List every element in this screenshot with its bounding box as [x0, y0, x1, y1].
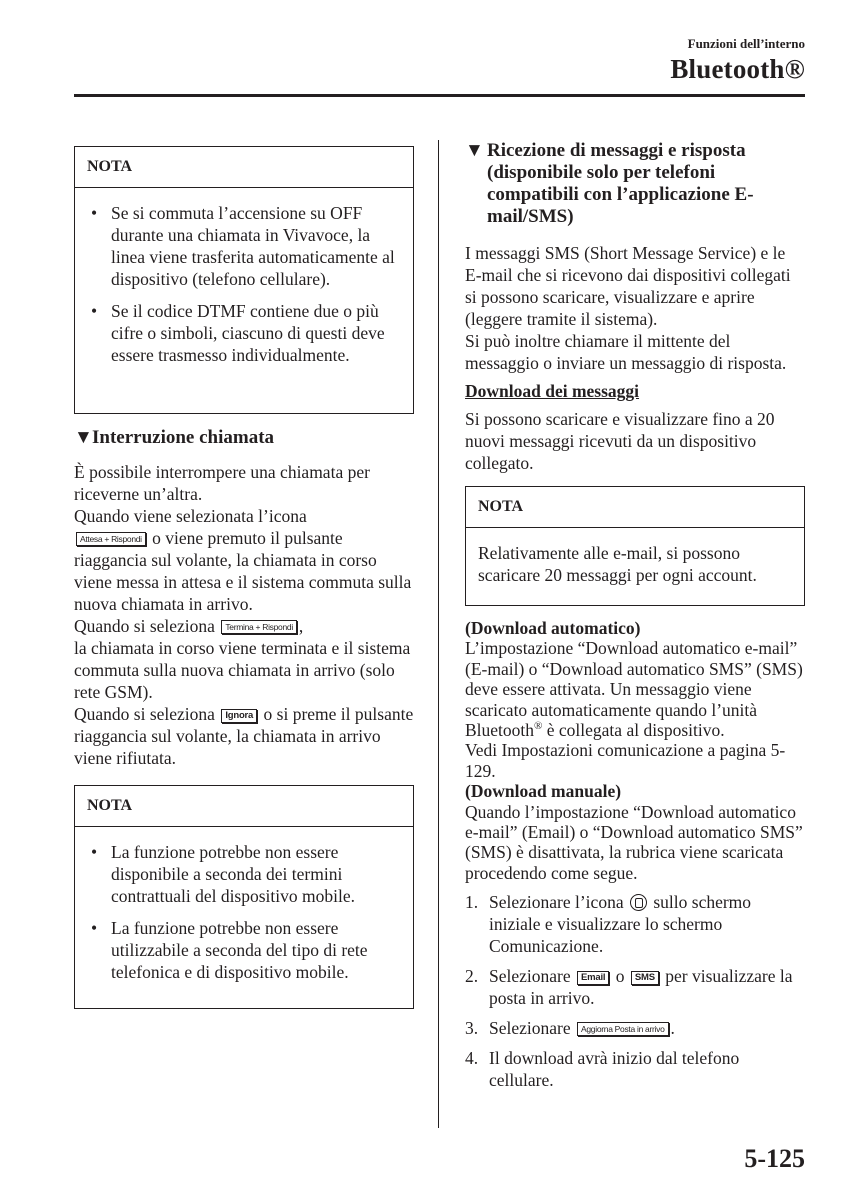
- nota-item: • La funzione potrebbe non essere utilizzabile a seconda del tipo di rete telefonica e di dispositivo mobile.: [87, 917, 399, 983]
- attesa-rispondi-key: Attesa + Rispondi: [76, 532, 146, 546]
- nota-box-1: [74, 146, 414, 414]
- aggiorna-posta-key: Aggiorna Posta in arrivo: [577, 1022, 669, 1036]
- header-section-label: Funzioni dell’interno: [687, 36, 805, 51]
- paragraph: Si può inoltre chiamare il mittente del messaggio o inviare un messaggio di risposta.: [465, 331, 787, 373]
- nota-item: • Se il codice DTMF contiene due o più cifre o simboli, ciascuno di questi deve essere trasmesso individualmente.: [87, 300, 399, 366]
- nota-list: [87, 202, 399, 366]
- nota-item: • Se si commuta l’accensione su OFF durante una chiamata in Vivavoce, la linea viene trasferita automaticamente al dispositivo (telefono cellulare).: [87, 202, 399, 290]
- email-key: Email: [577, 971, 609, 985]
- page-number: 5-125: [744, 1144, 805, 1173]
- nota-title: NOTA: [75, 147, 413, 188]
- nota-title: NOTA: [466, 487, 804, 528]
- steps-list: [465, 891, 805, 1091]
- paragraph: Quando viene selezionata l’icona Attesa + Rispondi o viene premuto il pulsante riaggancia sul volante, la chiamata in corso viene messa in attesa e il sistema commuta sulla nuova chiamata in arrivo.: [74, 506, 412, 614]
- communication-icon: [630, 894, 647, 911]
- paragraph: È possibile interrompere una chiamata per riceverne un’altra.: [74, 462, 370, 504]
- right-column: [465, 140, 805, 1099]
- step-item: 1. Selezionare l’icona sullo schermo iniziale e visualizzare lo schermo Comunicazione.: [465, 892, 752, 957]
- step-item: 2. Selezionare Email o SMS per visualizzare la posta in arrivo.: [465, 966, 793, 1009]
- section-body: [74, 461, 414, 769]
- paragraph: L’impostazione “Download automatico e-mail” (E-mail) o “Download automatico SMS” (SMS) deve essere attivata. Un messaggio viene scaricato automaticamente quando l’unità Bluetooth® è collegata al dispositivo.: [465, 638, 803, 741]
- nota-title: NOTA: [75, 786, 413, 827]
- paragraph: Vedi Impostazioni comunicazione a pagina 5-129.: [465, 740, 786, 781]
- nota-text: Relativamente alle e-mail, si possono scaricare 20 messaggi per ogni account.: [478, 543, 757, 585]
- section-heading-interruzione: ▼Interruzione chiamata: [74, 427, 275, 448]
- subheading-auto: (Download automatico): [465, 618, 641, 638]
- paragraph: I messaggi SMS (Short Message Service) e le E-mail che si ricevono dai dispositivi collegati si possono scaricare, visualizzare e aprire (leggere tramite il sistema).: [465, 243, 791, 329]
- termina-rispondi-key: Termina + Rispondi: [221, 620, 297, 634]
- nota-box-2: [74, 785, 414, 1009]
- paragraph: Quando si seleziona Termina + Rispondi , la chiamata in corso viene terminata e il sistema commuta sulla nuova chiamata in arrivo (solo rete GSM).: [74, 616, 411, 702]
- page-title: Bluetooth®: [670, 54, 805, 84]
- nota-list: [87, 841, 399, 983]
- column-divider: [438, 140, 439, 1128]
- section-heading-ricezione: ▼ Ricezione di messaggi e risposta (disponibile solo per telefoni compatibili con l’applicazione E-mail/SMS): [465, 140, 754, 227]
- nota-item: • La funzione potrebbe non essere disponibile a seconda dei termini contrattuali del dispositivo mobile.: [87, 841, 399, 907]
- left-column: [74, 146, 414, 1009]
- step-item: 3. Selezionare Aggiorna Posta in arrivo .: [465, 1018, 675, 1039]
- header-rule: [74, 94, 805, 97]
- subheading-manual: (Download manuale): [465, 781, 622, 802]
- step-item: 4. Il download avrà inizio dal telefono cellulare.: [465, 1048, 740, 1091]
- paragraph: Si possono scaricare e visualizzare fino a 20 nuovi messaggi ricevuti da un dispositivo collegato.: [465, 409, 775, 473]
- sms-key: SMS: [631, 971, 659, 985]
- paragraph: Quando l’impostazione “Download automatico e-mail” (Email) o “Download automatico SMS” (SMS) è disattivata, la rubrica viene scaricata procedendo come segue.: [465, 801, 803, 883]
- subheading-download: Download dei messaggi: [465, 381, 640, 401]
- triangle-marker-icon: ▼: [74, 427, 93, 448]
- triangle-marker-icon: ▼: [465, 140, 484, 161]
- paragraph: Quando si seleziona Ignora o si preme il pulsante riaggancia sul volante, la chiamata in arrivo viene rifiutata.: [74, 704, 414, 768]
- ignora-key: Ignora: [221, 709, 257, 723]
- nota-box-3: [465, 486, 805, 606]
